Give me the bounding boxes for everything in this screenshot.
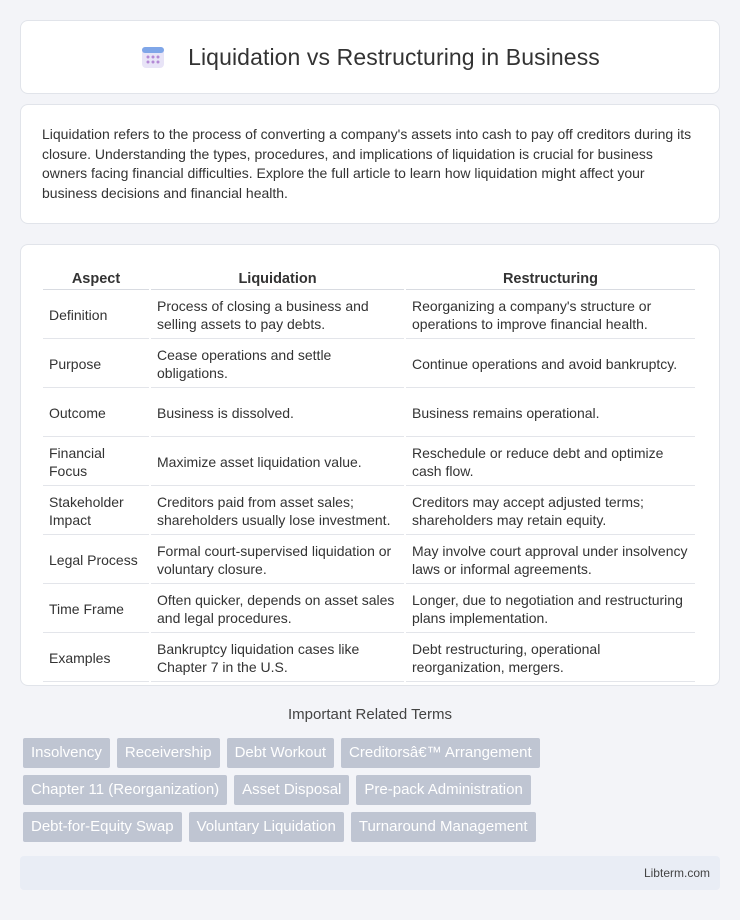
liquidation-cell: Bankruptcy liquidation cases like Chapter 7 in the U.S. — [151, 635, 404, 682]
liquidation-cell: Formal court-supervised liquidation or voluntary closure. — [151, 537, 404, 584]
liquidation-cell: Cease operations and settle obligations. — [151, 341, 404, 388]
term-tag[interactable]: Debt Workout — [227, 738, 334, 768]
aspect-cell: Purpose — [43, 341, 149, 388]
comparison-table-card — [20, 244, 720, 686]
page-title: Liquidation vs Restructuring in Business — [188, 43, 600, 70]
intro-text: Liquidation refers to the process of converting a company's assets into cash to pay off creditors during its closure. Understanding the types, procedures, and implications of liquidation is crucial for business owners facing financial difficulties. Explore the full article to learn how liquidation might affect your business decisions and financial health. — [42, 126, 692, 201]
term-tag[interactable]: Insolvency — [23, 738, 110, 768]
table-header-row — [43, 265, 695, 290]
term-row — [23, 775, 723, 805]
term-tag[interactable]: Voluntary Liquidation — [189, 812, 344, 842]
table-row — [43, 341, 695, 388]
aspect-cell: Stakeholder Impact — [43, 488, 149, 535]
related-terms — [23, 738, 723, 849]
comparison-table — [41, 263, 697, 684]
intro-card — [20, 104, 720, 224]
term-tag[interactable]: Receivership — [117, 738, 220, 768]
table-row — [43, 586, 695, 633]
liquidation-cell: Creditors paid from asset sales; shareholders usually lose investment. — [151, 488, 404, 535]
table-row — [43, 292, 695, 339]
liquidation-cell: Process of closing a business and selling assets to pay debts. — [151, 292, 404, 339]
table-row — [43, 635, 695, 682]
aspect-cell: Definition — [43, 292, 149, 339]
aspect-cell: Outcome — [43, 390, 149, 437]
term-tag[interactable]: Pre-pack Administration — [356, 775, 530, 805]
aspect-cell: Legal Process — [43, 537, 149, 584]
header-restructuring: Restructuring — [406, 265, 695, 290]
footer — [20, 856, 720, 890]
restructuring-cell: Creditors may accept adjusted terms; shareholders may retain equity. — [406, 488, 695, 535]
table-row — [43, 439, 695, 486]
liquidation-cell: Maximize asset liquidation value. — [151, 439, 404, 486]
table-row — [43, 390, 695, 437]
term-tag[interactable]: Asset Disposal — [234, 775, 349, 805]
table-row — [43, 488, 695, 535]
term-tag[interactable]: Debt-for-Equity Swap — [23, 812, 182, 842]
term-tag[interactable]: Creditorsâ€™ Arrangement — [341, 738, 540, 768]
related-terms-title: Important Related Terms — [288, 706, 452, 723]
header-liquidation: Liquidation — [151, 265, 404, 290]
header-aspect: Aspect — [43, 265, 149, 290]
liquidation-cell: Often quicker, depends on asset sales and legal procedures. — [151, 586, 404, 633]
restructuring-cell: Debt restructuring, operational reorganization, mergers. — [406, 635, 695, 682]
header-card — [20, 20, 720, 94]
term-tag[interactable]: Chapter 11 (Reorganization) — [23, 775, 227, 805]
term-row — [23, 738, 723, 768]
footer-site-link[interactable]: Libterm.com — [643, 866, 710, 880]
restructuring-cell: Continue operations and avoid bankruptcy. — [406, 341, 695, 388]
aspect-cell: Time Frame — [43, 586, 149, 633]
restructuring-cell: Business remains operational. — [406, 390, 695, 437]
aspect-cell: Examples — [43, 635, 149, 682]
restructuring-cell: Reschedule or reduce debt and optimize cash flow. — [406, 439, 695, 486]
term-tag[interactable]: Turnaround Management — [351, 812, 536, 842]
restructuring-cell: May involve court approval under insolvency laws or informal agreements. — [406, 537, 695, 584]
table-row — [43, 537, 695, 584]
restructuring-cell: Longer, due to negotiation and restructuring plans implementation. — [406, 586, 695, 633]
liquidation-cell: Business is dissolved. — [151, 390, 404, 437]
term-row — [23, 812, 723, 842]
aspect-cell: Financial Focus — [43, 439, 149, 486]
calendar-grid-icon — [140, 44, 166, 70]
restructuring-cell: Reorganizing a company's structure or operations to improve financial health. — [406, 292, 695, 339]
